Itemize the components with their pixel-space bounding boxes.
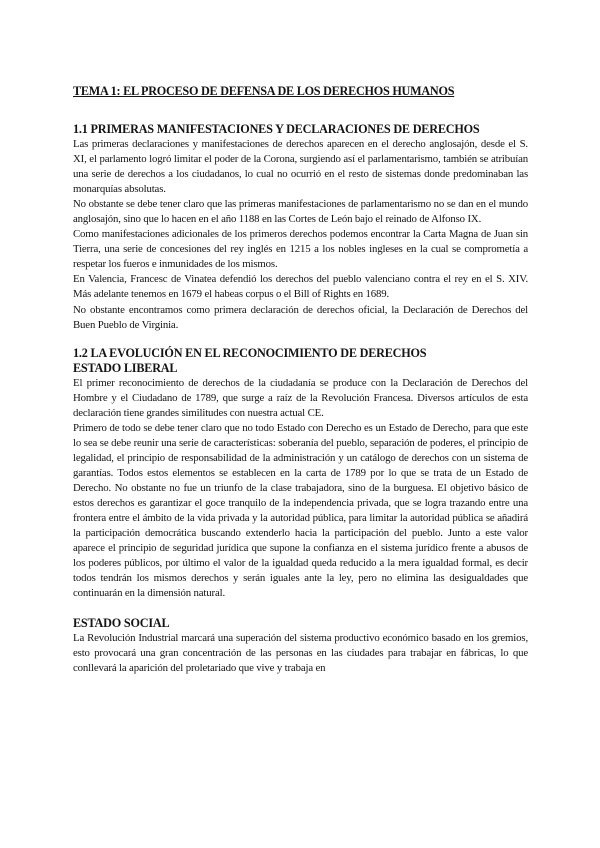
document-page bbox=[73, 84, 528, 676]
section-1-paragraph-3: Como manifestaciones adicionales de los primeros derechos podemos encontrar la Carta Magna de Juan sin Tierra, una serie de concesiones del rey inglés en 1215 a los nobles ingleses en la cual se comprometía a respetar los fueros e inmunidades de los mismos. bbox=[73, 228, 528, 271]
section-1-paragraph-5: No obstante encontramos como primera declaración de derechos oficial, la Declaración de Derechos del Buen Pueblo de Virginia. bbox=[73, 303, 528, 331]
estado-social-subheading: ESTADO SOCIAL bbox=[73, 616, 170, 631]
section-1-paragraph-1: Las primeras declaraciones y manifestaciones de derechos aparecen en el derecho anglosajón, desde el S. XI, el parlamento logró limitar el poder de la Corona, surgiendo así el parlamentarismo, también se atribuían una serie de derechos a los ciudadanos, lo cual no ocurrió en el resto de sistemas donde predominaban las monarquías absolutas. bbox=[73, 138, 528, 196]
document-title: TEMA 1: EL PROCESO DE DEFENSA DE LOS DERECHOS HUMANOS bbox=[73, 84, 455, 98]
section-spacer bbox=[73, 601, 528, 616]
section-2-paragraph-2: Primero de todo se debe tener claro que no todo Estado con Derecho es un Estado de Derecho, para que este lo sea se debe reunir una serie de características: soberanía del pueblo, separación de poderes, el principio de legalidad, el principio de responsabilidad de la administración y un catálogo de derechos con un sistema de garantías. Todos estos elementos se establecen en la carta de 1789 por lo que se trata de un Estado de Derecho. No obstante no fue un triunfo de la clase trabajadora, sino de la burguesa. El objetivo básico de estos derechos es garantizar el goce tranquilo de la independencia privada, que se logra trazando entre una frontera entre el ámbito de la vida privada y la autoridad pública, para limitar la autoridad pública se añadirá la participación democrática buscando extenderlo hacia la participación del pueblo. Junto a este valor aparece el principio de seguridad jurídica que supone la confianza en el sistema jurídico frente a abusos de los poderes públicos, por último el valor de la igualdad queda reducido a la mera igualdad formal, es decir todos tendrán los mismos derechos y serán iguales ante la ley, pero no elimina las desigualdades que continuarán en la dimensión natural. bbox=[73, 421, 528, 600]
section-1-heading: 1.1 PRIMERAS MANIFESTACIONES Y DECLARACIONES DE DERECHOS bbox=[73, 122, 480, 136]
section-spacer bbox=[73, 333, 528, 346]
section-2-paragraph-1: El primer reconocimiento de derechos de la ciudadanía se produce con la Declaración de Derechos del Hombre y el Ciudadano de 1789, que surge a raíz de la Revolución Francesa. Diversos artículos de esta declaración tiene grandes similitudes con nuestra actual CE. bbox=[73, 376, 528, 419]
estado-liberal-subheading: ESTADO LIBERAL bbox=[73, 360, 178, 375]
section-3-paragraph-1: La Revolución Industrial marcará una superación del sistema productivo económico basado en los gremios, esto provocará una gran concentración de las personas en las ciudades para trabajar en fábricas, lo que conllevará la aparición del proletariado que vive y trabaja en bbox=[73, 632, 528, 675]
section-1-paragraph-2: No obstante se debe tener claro que las primeras manifestaciones de parlamentarismo no se dan en el mundo anglosajón, sino que lo hacen en el año 1188 en las Cortes de León bajo el reinado de Alfonso IX. bbox=[73, 198, 528, 226]
section-1-paragraph-4: En Valencia, Francesc de Vinatea defendió los derechos del pueblo valenciano contra el rey en el S. XIV. Más adelante tenemos en 1679 el habeas corpus o el Bill of Rights en 1689. bbox=[73, 273, 528, 301]
section-2-heading: 1.2 LA EVOLUCIÓN EN EL RECONOCIMIENTO DE DERECHOS bbox=[73, 345, 427, 360]
